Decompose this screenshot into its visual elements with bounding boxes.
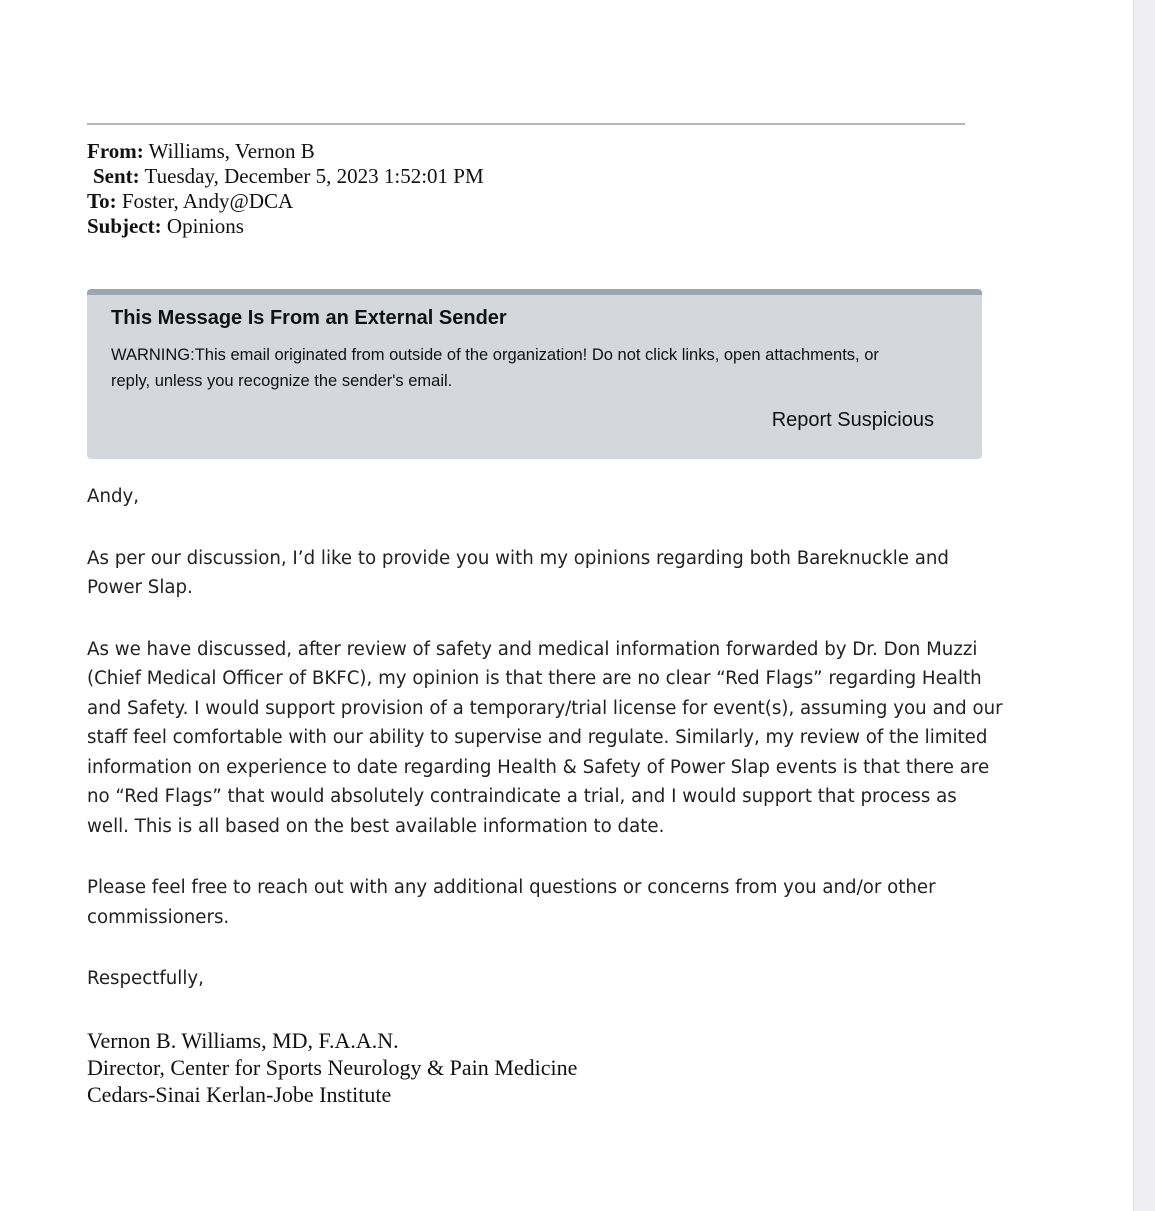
banner-title: This Message Is From an External Sender	[111, 307, 507, 329]
signature-name: Vernon B. Williams, MD, F.A.A.N.	[87, 1028, 399, 1053]
subject-label: Subject:	[87, 214, 162, 238]
from-row	[87, 139, 484, 164]
viewer-scroll-gutter[interactable]	[1133, 0, 1155, 1211]
closing: Respectfully,	[87, 968, 204, 989]
body-line: staff feel comfortable with our ability to supervise and regulate. Similarly, my review of the limited	[87, 727, 988, 748]
paragraph-1	[87, 544, 987, 603]
sent-row	[87, 164, 484, 189]
body-line: Power Slap.	[87, 577, 193, 598]
report-suspicious-link[interactable]: Report Suspicious	[771, 409, 934, 431]
from-value: Williams, Vernon B	[148, 139, 315, 163]
to-value: Foster, Andy@DCA	[121, 189, 294, 213]
banner-warning	[111, 342, 951, 394]
signature-org: Cedars-Sinai Kerlan-Jobe Institute	[87, 1082, 392, 1107]
to-label: To:	[87, 189, 117, 213]
sent-label: Sent:	[93, 164, 140, 188]
subject-row	[87, 214, 484, 239]
sent-value: Tuesday, December 5, 2023 1:52:01 PM	[144, 164, 484, 188]
email-body	[87, 482, 1003, 1026]
body-line: information on experience to date regarding Health & Safety of Power Slap events is that there are	[87, 756, 990, 778]
signature-title: Director, Center for Sports Neurology & Pain Medicine	[87, 1055, 578, 1080]
body-line: (Chief Medical Officer of BKFC), my opinion is that there are no clear “Red Flags” regarding Health	[87, 668, 982, 689]
to-row	[87, 189, 484, 214]
signature-block	[87, 1027, 577, 1108]
header-divider	[87, 123, 965, 125]
body-line: well. This is all based on the best available information to date.	[87, 815, 665, 837]
body-line: and Safety. I would support provision of a temporary/trial license for event(s), assuming you and our	[87, 697, 1003, 719]
paragraph-2	[87, 635, 1003, 842]
email-header	[87, 139, 484, 239]
banner-warning-line: WARNING:This email originated from outside of the organization! Do not click links, open attachments, or	[111, 346, 879, 364]
external-sender-banner	[87, 289, 982, 459]
body-line: As per our discussion, I’d like to provide you with my opinions regarding both Bareknuckle and	[87, 547, 949, 569]
body-line: commissioners.	[87, 906, 230, 928]
paragraph-3	[87, 873, 987, 932]
from-label: From:	[87, 139, 144, 163]
body-line: As we have discussed, after review of safety and medical information forwarded by Dr. Don Muzzi	[87, 638, 978, 660]
subject-value: Opinions	[166, 214, 244, 238]
banner-warning-line: reply, unless you recognize the sender's email.	[111, 372, 453, 390]
body-line: no “Red Flags” that would absolutely contraindicate a trial, and I would support that process as	[87, 786, 957, 807]
greeting: Andy,	[87, 486, 140, 507]
body-line: Please feel free to reach out with any additional questions or concerns from you and/or other	[87, 877, 936, 898]
